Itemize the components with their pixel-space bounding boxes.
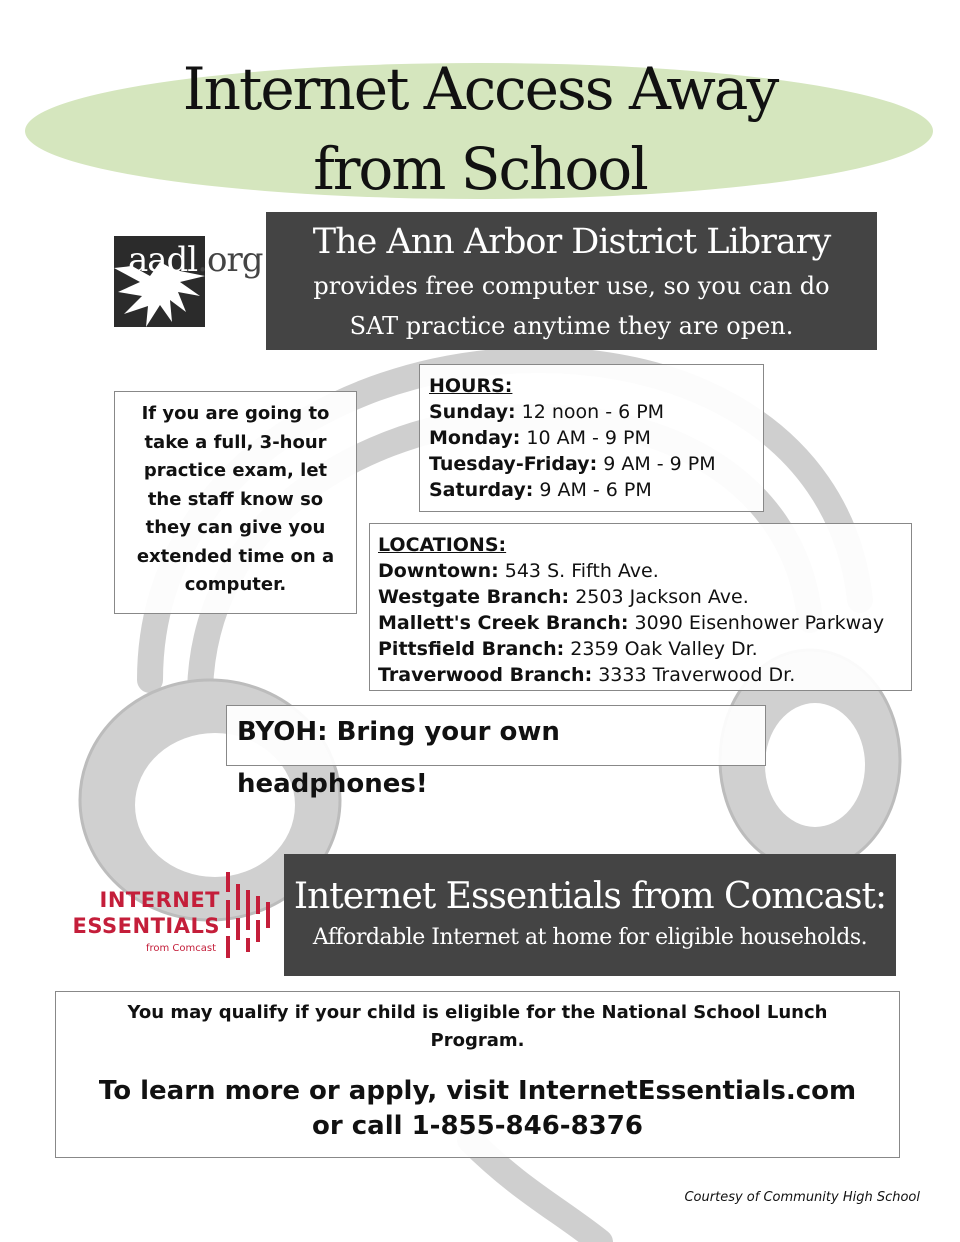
courtesy-note: Courtesy of Community High School: [684, 1190, 920, 1205]
hours-day: Saturday:: [429, 479, 534, 501]
location-row: [378, 610, 903, 636]
practice-exam-tip-text: If you are going to take a full, 3-hour practice exam, let the staff know so they can give you extended time on a computer.: [136, 403, 335, 595]
location-address: 2359 Oak Valley Dr.: [564, 638, 758, 660]
internet-essentials-banner: [284, 854, 896, 976]
apply-cta-line-1: To learn more or apply, visit InternetEssentials.com: [98, 1076, 857, 1106]
hours-box: [419, 364, 764, 512]
location-row: [378, 662, 903, 688]
location-address: 543 S. Fifth Ave.: [498, 560, 659, 582]
ie-logo-line-3: from Comcast: [145, 943, 216, 954]
location-address: 2503 Jackson Ave.: [569, 586, 749, 608]
hours-time: 12 noon - 6 PM: [515, 401, 665, 423]
location-row: [378, 636, 903, 662]
locations-box: [369, 523, 912, 691]
library-line-2: SAT practice anytime they are open.: [349, 312, 794, 340]
hours-day: Tuesday-Friday:: [429, 453, 598, 475]
library-heading: The Ann Arbor District Library: [312, 222, 831, 262]
locations-heading: LOCATIONS:: [378, 534, 507, 556]
hours-time: 10 AM - 9 PM: [520, 427, 651, 449]
location-name: Westgate Branch:: [378, 586, 570, 608]
hours-day: Monday:: [429, 427, 521, 449]
ie-subheading: Affordable Internet at home for eligible households.: [312, 925, 868, 950]
location-row: [378, 558, 903, 584]
hours-day: Sunday:: [429, 401, 516, 423]
internet-essentials-logo: [58, 866, 278, 966]
hours-row: [429, 451, 754, 477]
byoh-box: [226, 705, 766, 799]
practice-exam-tip-box: [114, 391, 357, 614]
byoh-text: BYOH: Bring your own headphones!: [237, 717, 560, 799]
hours-time: 9 AM - 6 PM: [533, 479, 652, 501]
location-name: Downtown:: [378, 560, 499, 582]
hours-row: [429, 425, 754, 451]
location-address: 3333 Traverwood Dr.: [592, 664, 796, 686]
eligibility-info-box: [55, 991, 900, 1158]
hours-row: [429, 399, 754, 425]
location-address: 3090 Eisenhower Parkway: [628, 612, 885, 634]
aadl-logo-text-b: .org: [197, 240, 263, 280]
hours-heading: HOURS:: [429, 375, 513, 397]
apply-cta-line-2: or call 1-855-846-8376: [312, 1111, 643, 1141]
library-banner: [266, 212, 877, 350]
hours-row: [429, 477, 754, 503]
ie-logo-line-2: ESSENTIALS: [72, 914, 220, 938]
ie-heading: Internet Essentials from Comcast:: [293, 876, 887, 917]
page-title-line-2: from School: [313, 135, 647, 203]
location-row: [378, 584, 903, 610]
eligibility-text: You may qualify if your child is eligible for the National School Lunch Program.: [127, 1002, 828, 1051]
location-name: Pittsfield Branch:: [378, 638, 565, 660]
location-name: Traverwood Branch:: [378, 664, 593, 686]
aadl-logo-text: [128, 240, 262, 280]
library-line-1: provides free computer use, so you can do: [313, 272, 830, 300]
page-title-line-1: Internet Access Away: [182, 55, 778, 123]
hours-time: 9 AM - 9 PM: [597, 453, 716, 475]
aadl-logo-text-a: aadl: [128, 240, 198, 280]
ie-logo-line-1: INTERNET: [99, 888, 220, 912]
location-name: Mallett's Creek Branch:: [378, 612, 629, 634]
